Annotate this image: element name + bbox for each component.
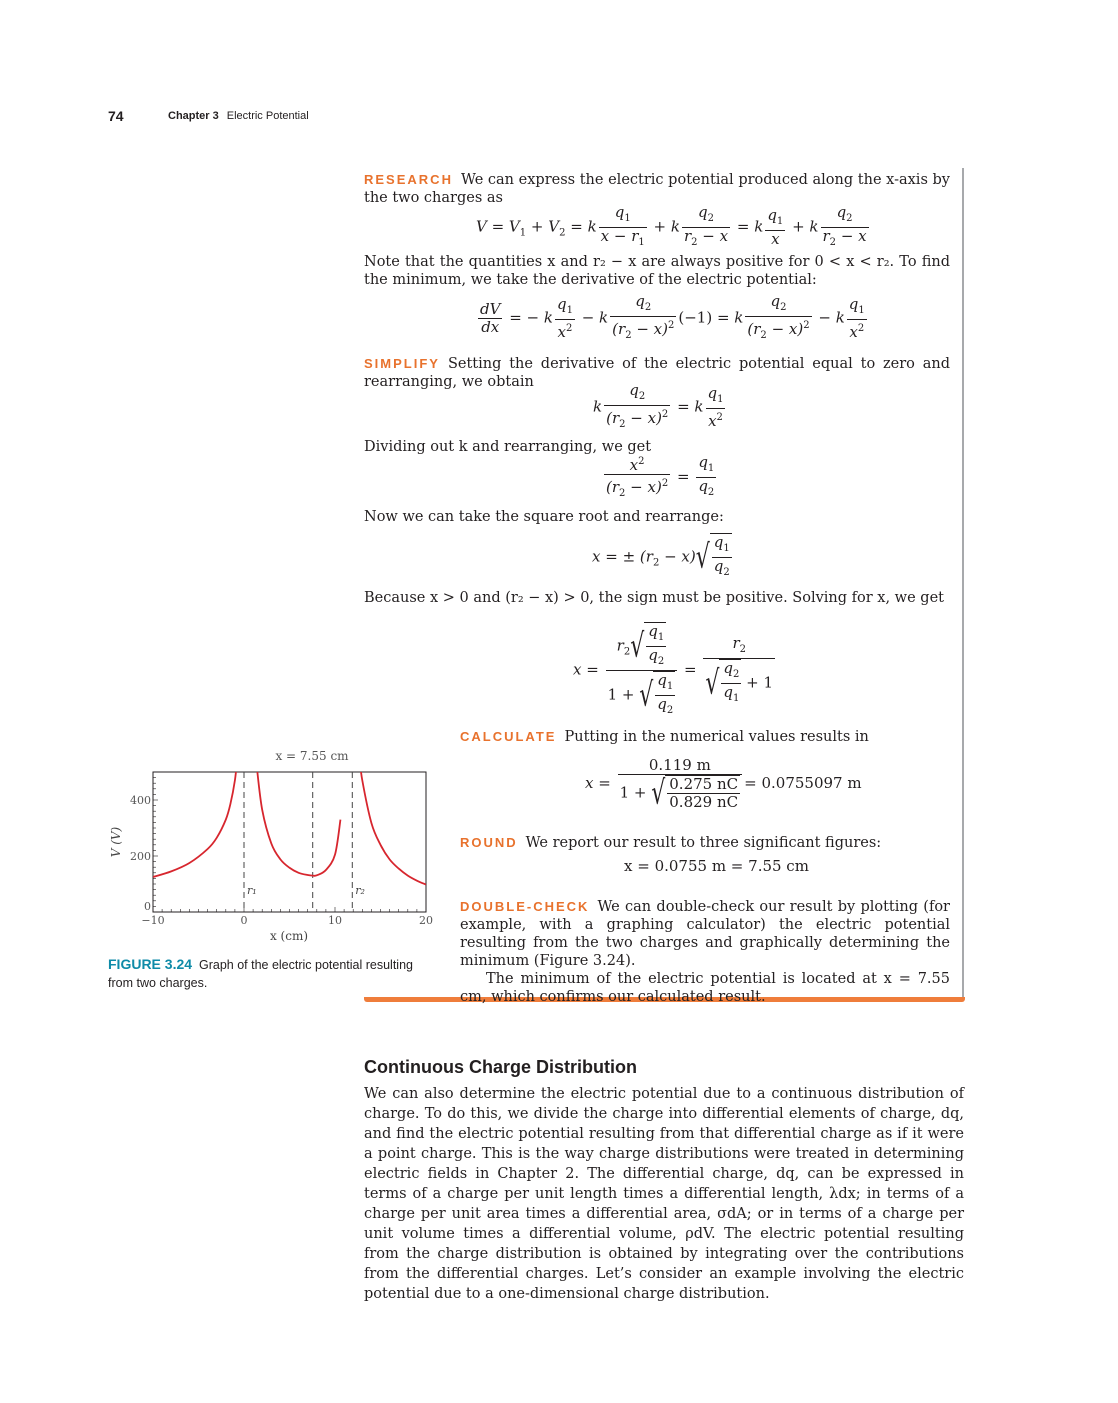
figure-caption-text: Graph of the electric potential resulting from two charges. xyxy=(108,958,413,990)
round-text: We report our result to three significant figures: xyxy=(525,835,882,851)
charge-top-value: 0.275 nC xyxy=(669,775,739,793)
note-paragraph: Note that the quantities x and r₂ − x are always positive for 0 < x < r₂. To find the minimum, we take the derivative of the electric potential: xyxy=(364,254,950,288)
calculate-label: CALCULATE xyxy=(460,729,557,744)
chapter-title: Electric Potential xyxy=(226,110,309,122)
y-tick-label: 0 xyxy=(144,900,151,913)
potential-curve xyxy=(153,755,238,877)
figure-label: FIGURE 3.24 xyxy=(108,956,193,972)
chapter-label: Chapter 3 xyxy=(168,110,219,122)
reference-line-label: r₂ xyxy=(355,884,365,897)
calc-result: = 0.0755097 m xyxy=(744,774,862,792)
research-text: We can express the electric potential produced along the x-axis by the two charges as xyxy=(364,172,950,206)
equation-equal-zero: k $\frac{q_2}{(r_2 - x)^2}$ = k $\frac{q_1}{x^2}$ xyxy=(593,381,724,430)
potential-curves xyxy=(153,755,426,884)
potential-curve xyxy=(257,766,341,875)
sqrt-paragraph: Now we can take the square root and rearrange: xyxy=(364,509,724,525)
round-label: ROUND xyxy=(460,835,518,850)
minimum-label: x = 7.55 cm xyxy=(275,749,349,763)
y-tick-label: 400 xyxy=(130,794,151,807)
double-check-paragraph xyxy=(460,898,950,1006)
double-check-label: DOUBLE-CHECK xyxy=(460,899,590,914)
y-axis-label: V (V) xyxy=(109,826,123,858)
running-head xyxy=(168,110,309,122)
potential-curve xyxy=(360,758,426,885)
x-tick-label: 10 xyxy=(328,914,342,927)
x-tick-label: 0 xyxy=(240,914,248,927)
minor-ticks xyxy=(153,772,426,912)
calculate-paragraph xyxy=(460,728,950,746)
x-tick-label: 20 xyxy=(419,914,433,927)
reference-line-label: r₁ xyxy=(247,884,257,897)
example-box-right-border xyxy=(962,168,964,1000)
equation-solution: x = $r_2√$ $\frac{q_1}{q_2}$ 1 + √ $\frac{q_1}{q_2}$ = $r_2$ √ $\frac{q_2}{q_1}$ + 1 xyxy=(573,622,777,719)
dividing-paragraph: Dividing out k and rearranging, we get xyxy=(364,439,652,455)
section-heading: Continuous Charge Distribution xyxy=(364,1057,637,1077)
round-result: x = 0.0755 m = 7.55 cm xyxy=(624,857,809,875)
double-check-text: We can double-check our result by plotting (for example, with a graphing calculator) the electric potential resulting from the two charges and graphically determining the minimum (Figure 3.24). xyxy=(460,899,950,969)
y-tick-label: 200 xyxy=(130,850,151,863)
charge-bottom-value: 0.829 nC xyxy=(669,793,739,811)
round-paragraph xyxy=(460,834,950,852)
equation-numeric: x = 0.119 m 1 + √ $\frac{0.275 nC}{0.829 nC}$ = 0.0755097 m xyxy=(585,756,862,813)
x-tick-label: −10 xyxy=(141,914,165,927)
research-paragraph xyxy=(364,171,950,207)
reference-lines xyxy=(244,772,365,912)
section-body: We can also determine the electric potential due to a continuous distribution of charge. To do this, we divide the charge into differential elements of charge, dq, and find the electric potential resulting from that differential charge as if it were a point charge. This is the way charge distributions were treated in determining electric fields in Chapter 2. The differential charge, dq, can be expressed in terms of a charge per unit length times a differential length, λdx; in terms of a charge per unit area times a differential area, σdA; or in terms of a charge per unit volume times a differential volume, ρdV. The electric potential resulting from the charge distribution is obtained by integrating over the contributions from the differential charges. Let’s consider an example involving the electric potential due to a one-dimensional charge distribution. xyxy=(364,1086,964,1302)
calculate-text: Putting in the numerical values results in xyxy=(564,729,869,745)
equation-ratio: $\frac{x^2}{(r_2 - x)^2}$ = $\frac{q_1}{q_2}$ xyxy=(606,453,715,499)
double-check-text2: The minimum of the electric potential is located at x = 7.55 cm, which confirms our calculated result. xyxy=(460,971,950,1005)
equation-derivative: $\frac{dV}{dx}$ = − k $\frac{q_1}{x^2}$ − k $\frac{q_2}{(r_2 - x)^2}$ (−1) = k $\frac{q_2}{(r_2 - x)^2}$ − k $\frac{q_1}{x^2}$ xyxy=(480,292,865,341)
potential-chart xyxy=(100,745,440,950)
equation-sqrt: x = ± $(r_2 - x)√$ $\frac{q_1}{q_2}$ xyxy=(592,533,732,581)
x-axis-label: x (cm) xyxy=(269,929,309,943)
plot-frame xyxy=(153,772,426,912)
numerator-value: 0.119 m xyxy=(618,757,743,775)
equation-potential: $V = V_1 + V_2 = k$ $\frac{q_1}{x - r_1}$ + k $\frac{q_2}{r_2 - x}$ = k $\frac{q_1}{x}$ + k $\frac{q_2}{r_2 - x}$ xyxy=(476,203,867,248)
figure-caption xyxy=(108,955,428,992)
page-number: 74 xyxy=(108,108,124,124)
because-paragraph: Because x > 0 and (r₂ − x) > 0, the sign must be positive. Solving for x, we get xyxy=(364,590,944,606)
simplify-label: SIMPLIFY xyxy=(364,356,440,371)
research-label: RESEARCH xyxy=(364,172,453,187)
simplify-text: Setting the derivative of the electric potential equal to zero and rearranging, we obtain xyxy=(364,356,950,390)
